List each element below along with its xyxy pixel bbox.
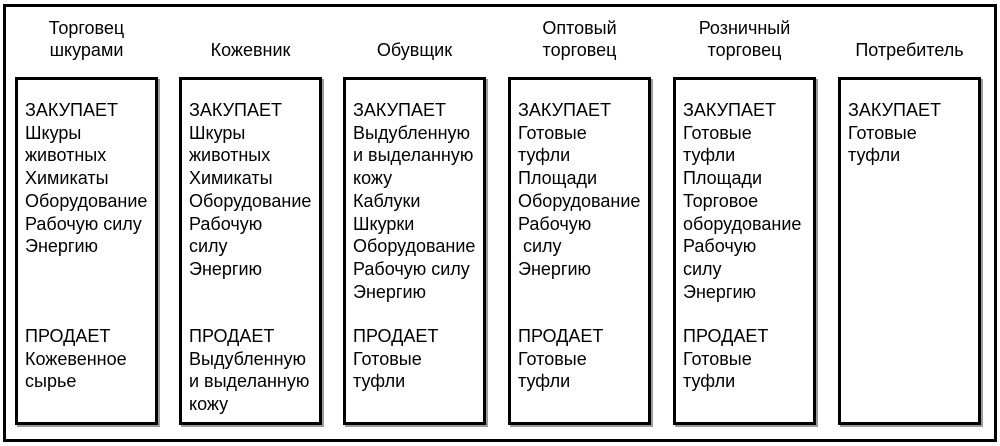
buys-item: Оборудование — [518, 190, 641, 211]
buys-item: Рабочую силу — [25, 213, 142, 234]
column-box — [15, 77, 158, 425]
buys-item: Оборудование — [189, 190, 312, 211]
column-title-line: шкурами — [49, 40, 124, 61]
buys-item: Рабочую — [189, 213, 263, 234]
sells-item: Готовые — [518, 348, 587, 369]
column-title-line: Торговец — [48, 17, 125, 38]
column — [15, 0, 158, 446]
column-box — [508, 77, 651, 425]
column-title-line: торговец — [542, 40, 617, 61]
column-title — [331, 0, 498, 62]
buys-item: Оборудование — [25, 190, 148, 211]
column — [673, 0, 816, 446]
buys-section — [683, 99, 812, 303]
sells-item: и выделанную — [189, 371, 310, 392]
buys-item: Шкуры — [189, 122, 246, 143]
buys-label: ЗАКУПАЕТ — [353, 100, 446, 120]
column-title — [826, 0, 993, 62]
sells-section — [189, 325, 318, 416]
column — [838, 0, 981, 446]
buys-item: Готовые — [848, 122, 917, 143]
sells-item: Готовые — [353, 348, 422, 369]
buys-item: Энергию — [189, 258, 263, 279]
buys-item: Площади — [518, 168, 598, 189]
sells-section — [518, 325, 647, 393]
column-box — [179, 77, 322, 425]
column-title — [3, 0, 170, 62]
sells-section — [683, 325, 812, 393]
buys-item: Шкуры — [25, 122, 82, 143]
sells-label: ПРОДАЕТ — [518, 326, 604, 346]
column-title-line: Кожевник — [210, 40, 291, 61]
buys-label: ЗАКУПАЕТ — [189, 100, 282, 120]
sells-section — [353, 325, 482, 393]
sells-section — [25, 325, 154, 393]
buys-label: ЗАКУПАЕТ — [518, 100, 611, 120]
sells-item: туфли — [353, 371, 406, 392]
sells-item: туфли — [518, 371, 571, 392]
sells-item: Готовые — [683, 348, 752, 369]
buys-item: силу — [683, 258, 722, 279]
sells-item: сырье — [25, 371, 77, 392]
buys-label: ЗАКУПАЕТ — [683, 100, 776, 120]
buys-item: туфли — [848, 145, 901, 166]
column-title — [167, 0, 334, 62]
sells-label: ПРОДАЕТ — [189, 326, 275, 346]
sells-label: ПРОДАЕТ — [683, 326, 769, 346]
buys-label: ЗАКУПАЕТ — [848, 100, 941, 120]
column-title-line: Обувщик — [376, 40, 453, 61]
sells-label: ПРОДАЕТ — [25, 326, 111, 346]
column — [179, 0, 322, 446]
sells-item: Выдубленную — [189, 348, 307, 369]
buys-item: туфли — [518, 145, 571, 166]
buys-item: кожу — [353, 168, 393, 189]
column-title-line: Оптовый — [542, 17, 617, 38]
buys-item: Рабочую силу — [353, 258, 470, 279]
buys-item: Энергию — [25, 236, 99, 257]
buys-item: Площади — [683, 168, 763, 189]
buys-item: Химикаты — [25, 168, 109, 189]
buys-section — [518, 99, 647, 281]
buys-section — [25, 99, 154, 258]
column-title-line: торговец — [707, 40, 782, 61]
buys-item: силу — [518, 236, 562, 257]
buys-item: Энергию — [683, 281, 757, 302]
column-box — [838, 77, 981, 425]
buys-item: Каблуки — [353, 190, 421, 211]
column-title — [496, 0, 663, 62]
buys-item: Рабочую — [683, 236, 757, 257]
column-title — [661, 0, 828, 62]
column — [508, 0, 651, 446]
column-title-line: Потребитель — [855, 40, 964, 61]
buys-item: Энергию — [353, 281, 427, 302]
column — [343, 0, 486, 446]
column-title-line: Розничный — [698, 17, 791, 38]
buys-item: животных — [189, 145, 271, 166]
sells-label: ПРОДАЕТ — [353, 326, 439, 346]
buys-item: силу — [189, 236, 228, 257]
buys-item: Торговое — [683, 190, 759, 211]
sells-item: кожу — [189, 394, 229, 415]
buys-item: Рабочую — [518, 213, 592, 234]
sells-item: туфли — [683, 371, 736, 392]
buys-item: оборудование — [683, 213, 802, 234]
buys-item: туфли — [683, 145, 736, 166]
buys-item: Химикаты — [189, 168, 273, 189]
buys-section — [189, 99, 318, 281]
buys-item: и выделанную — [353, 145, 474, 166]
buys-item: Шкурки — [353, 213, 415, 234]
column-box — [343, 77, 486, 425]
column-box — [673, 77, 816, 425]
buys-item: Энергию — [518, 258, 592, 279]
buys-item: Готовые — [518, 122, 587, 143]
buys-item: Выдубленную — [353, 122, 471, 143]
buys-item: Готовые — [683, 122, 752, 143]
sells-item: Кожевенное — [25, 348, 127, 369]
buys-item: Оборудование — [353, 236, 476, 257]
buys-label: ЗАКУПАЕТ — [25, 100, 118, 120]
buys-section — [848, 99, 977, 167]
buys-section — [353, 99, 482, 303]
buys-item: животных — [25, 145, 107, 166]
